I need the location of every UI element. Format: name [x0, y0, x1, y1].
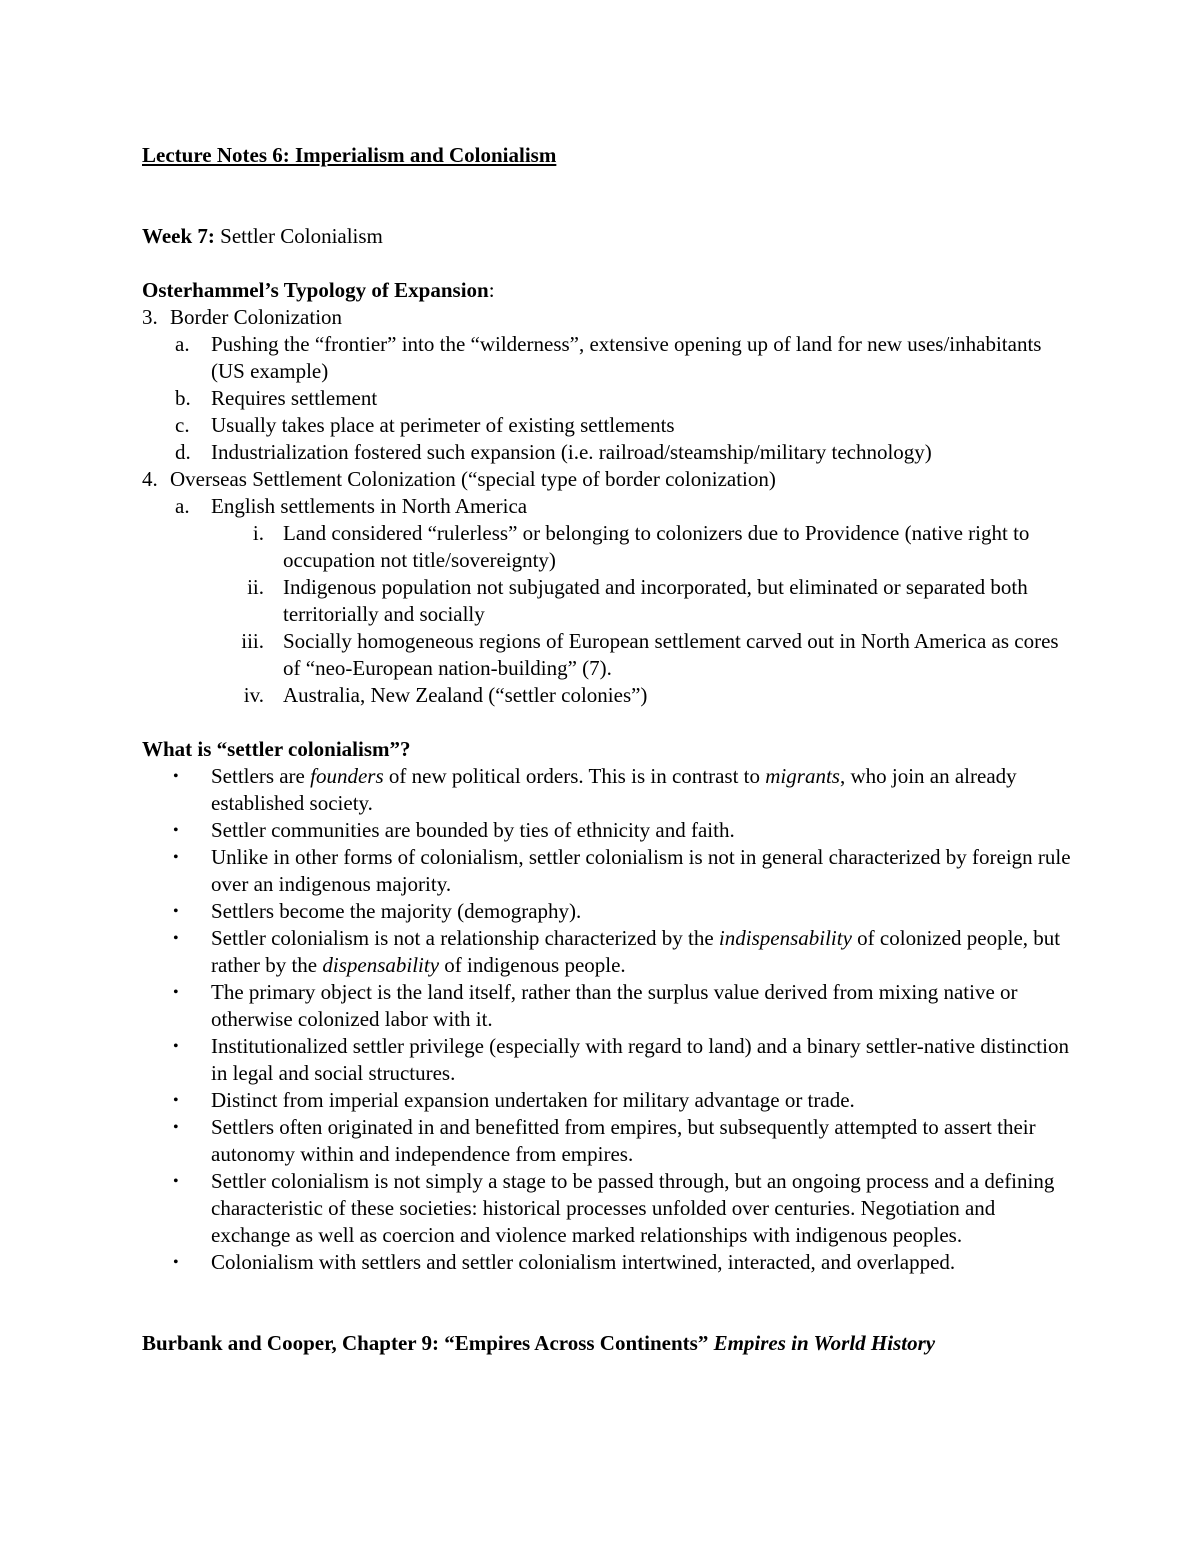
typology-subitem-text: English settlements in North America: [211, 494, 528, 518]
typology-heading-colon: :: [488, 278, 495, 302]
typology-subitem: [142, 493, 1072, 520]
bullet-text: The primary object is the land itself, rather than the surplus value derived from mixing native or otherwise colonized labor with it.: [211, 980, 1018, 1031]
bullet-icon: •: [173, 822, 179, 839]
typology-subitem-text: Industrialization fostered such expansion (i.e. railroad/steamship/military technology): [211, 440, 932, 464]
list-marker: iv.: [243, 683, 264, 707]
bullet-text: [211, 926, 1060, 977]
typology-subsubitem: [142, 628, 1072, 682]
bullet-text: Colonialism with settlers and settler colonialism intertwined, interacted, and overlapped.: [211, 1250, 956, 1274]
list-marker: d.: [175, 440, 191, 464]
bullet-icon: •: [173, 1254, 179, 1271]
book-title: Empires in World History: [713, 1331, 936, 1355]
bullet-text: Settlers become the majority (demography).: [211, 899, 582, 923]
typology-subitem-text: Pushing the “frontier” into the “wilderness”, extensive opening up of land for new uses/inhabitants (US example): [211, 332, 1042, 383]
typology-list: [142, 304, 1072, 709]
settler-heading: What is “settler colonialism”?: [142, 737, 411, 761]
typology-subsubitem-text: Indigenous population not subjugated and incorporated, but eliminated or separated both territorially and socially: [283, 575, 1028, 626]
bullet-icon: •: [173, 768, 179, 785]
bullet-icon: •: [173, 1038, 179, 1055]
bullet-icon: •: [173, 903, 179, 920]
typology-subsubitem: [142, 682, 1072, 709]
bullet-item: [142, 1087, 1072, 1114]
bullet-text: [211, 764, 1017, 815]
bullet-text: Distinct from imperial expansion undertaken for military advantage or trade.: [211, 1088, 855, 1112]
text-run: Settlers are: [211, 764, 311, 788]
bullet-text: Institutionalized settler privilege (especially with regard to land) and a binary settler-native distinction in legal and social structures.: [211, 1034, 1069, 1085]
list-marker: c.: [175, 413, 190, 437]
typology-heading-line: [142, 277, 1072, 304]
list-marker: 4.: [142, 467, 158, 491]
document-page: [142, 142, 1072, 1357]
bullet-text: Settler communities are bounded by ties of ethnicity and faith.: [211, 818, 735, 842]
typology-subsubitem-text: Australia, New Zealand (“settler colonies”): [283, 683, 648, 707]
week-line: [142, 223, 1072, 250]
bullet-item: [142, 1033, 1072, 1087]
text-run: of new political orders. This is in contrast to: [383, 764, 766, 788]
bullet-icon: •: [173, 1119, 179, 1136]
list-marker: b.: [175, 386, 191, 410]
settler-bullet-list: [142, 763, 1072, 1276]
text-run: , who join an already established society.: [211, 764, 1017, 815]
list-marker: a.: [175, 494, 190, 518]
typology-subsubitem: [142, 574, 1072, 628]
bullet-item: [142, 898, 1072, 925]
chapter-heading-text: Burbank and Cooper, Chapter 9: “Empires Across Continents”: [142, 1331, 714, 1355]
typology-subitem: [142, 331, 1072, 385]
chapter-heading: [142, 1330, 1072, 1357]
bullet-item: [142, 763, 1072, 817]
list-marker: i.: [252, 521, 264, 545]
italic-term: founders: [310, 764, 384, 788]
typology-subsubitem-text: Land considered “rulerless” or belonging to colonizers due to Providence (native right to occupation not title/sovereignty): [283, 521, 1030, 572]
bullet-text: Unlike in other forms of colonialism, settler colonialism is not in general characterized by foreign rule over an indigenous majority.: [211, 845, 1071, 896]
bullet-item: [142, 844, 1072, 898]
italic-term: indispensability: [718, 926, 852, 950]
bullet-item: [142, 817, 1072, 844]
typology-subitem-text: Usually takes place at perimeter of existing settlements: [211, 413, 675, 437]
list-marker: iii.: [241, 629, 264, 653]
italic-term: dispensability: [322, 953, 440, 977]
typology-heading: Osterhammel’s Typology of Expansion: [142, 278, 489, 302]
typology-item-text: Border Colonization: [170, 305, 343, 329]
typology-subsubitem: [142, 520, 1072, 574]
typology-item: [142, 304, 1072, 331]
typology-item-text: Overseas Settlement Colonization (“special type of border colonization): [170, 467, 776, 491]
bullet-icon: •: [173, 849, 179, 866]
page-title: Lecture Notes 6: Imperialism and Colonialism: [142, 143, 557, 167]
typology-subitem: [142, 385, 1072, 412]
typology-subitem: [142, 412, 1072, 439]
typology-subitem: [142, 439, 1072, 466]
bullet-item: [142, 1168, 1072, 1249]
settler-heading-line: [142, 736, 1072, 763]
spacer: [142, 709, 1072, 736]
spacer: [142, 169, 1072, 223]
typology-subsubitem-text: Socially homogeneous regions of European settlement carved out in North America as cores of “neo-European nation-building” (7).: [283, 629, 1059, 680]
list-marker: ii.: [247, 575, 264, 599]
typology-item: [142, 466, 1072, 493]
spacer: [142, 250, 1072, 277]
text-run: Settler colonialism is not a relationship characterized by the: [211, 926, 719, 950]
bullet-text: Settlers often originated in and benefitted from empires, but subsequently attempted to assert their autonomy within and independence from empires.: [211, 1115, 1036, 1166]
bullet-icon: •: [173, 984, 179, 1001]
text-run: of colonized people, but rather by the: [211, 926, 1061, 977]
week-text: Settler Colonialism: [214, 224, 383, 248]
bullet-item: [142, 1249, 1072, 1276]
spacer: [142, 1276, 1072, 1330]
italic-term: migrants: [765, 764, 840, 788]
typology-subitem-text: Requires settlement: [211, 386, 378, 410]
bullet-item: [142, 979, 1072, 1033]
text-run: of indigenous people.: [439, 953, 626, 977]
bullet-item: [142, 925, 1072, 979]
week-label: Week 7:: [142, 224, 215, 248]
bullet-icon: •: [173, 930, 179, 947]
bullet-icon: •: [173, 1092, 179, 1109]
bullet-icon: •: [173, 1173, 179, 1190]
list-marker: 3.: [142, 305, 158, 329]
bullet-item: [142, 1114, 1072, 1168]
list-marker: a.: [175, 332, 190, 356]
bullet-text: Settler colonialism is not simply a stage to be passed through, but an ongoing process and a defining characteristic of these societies: historical processes unfolded over centuries. Negotiation and exchange as well as coercion and violence marked relationships with indigenous peoples.: [211, 1169, 1055, 1247]
